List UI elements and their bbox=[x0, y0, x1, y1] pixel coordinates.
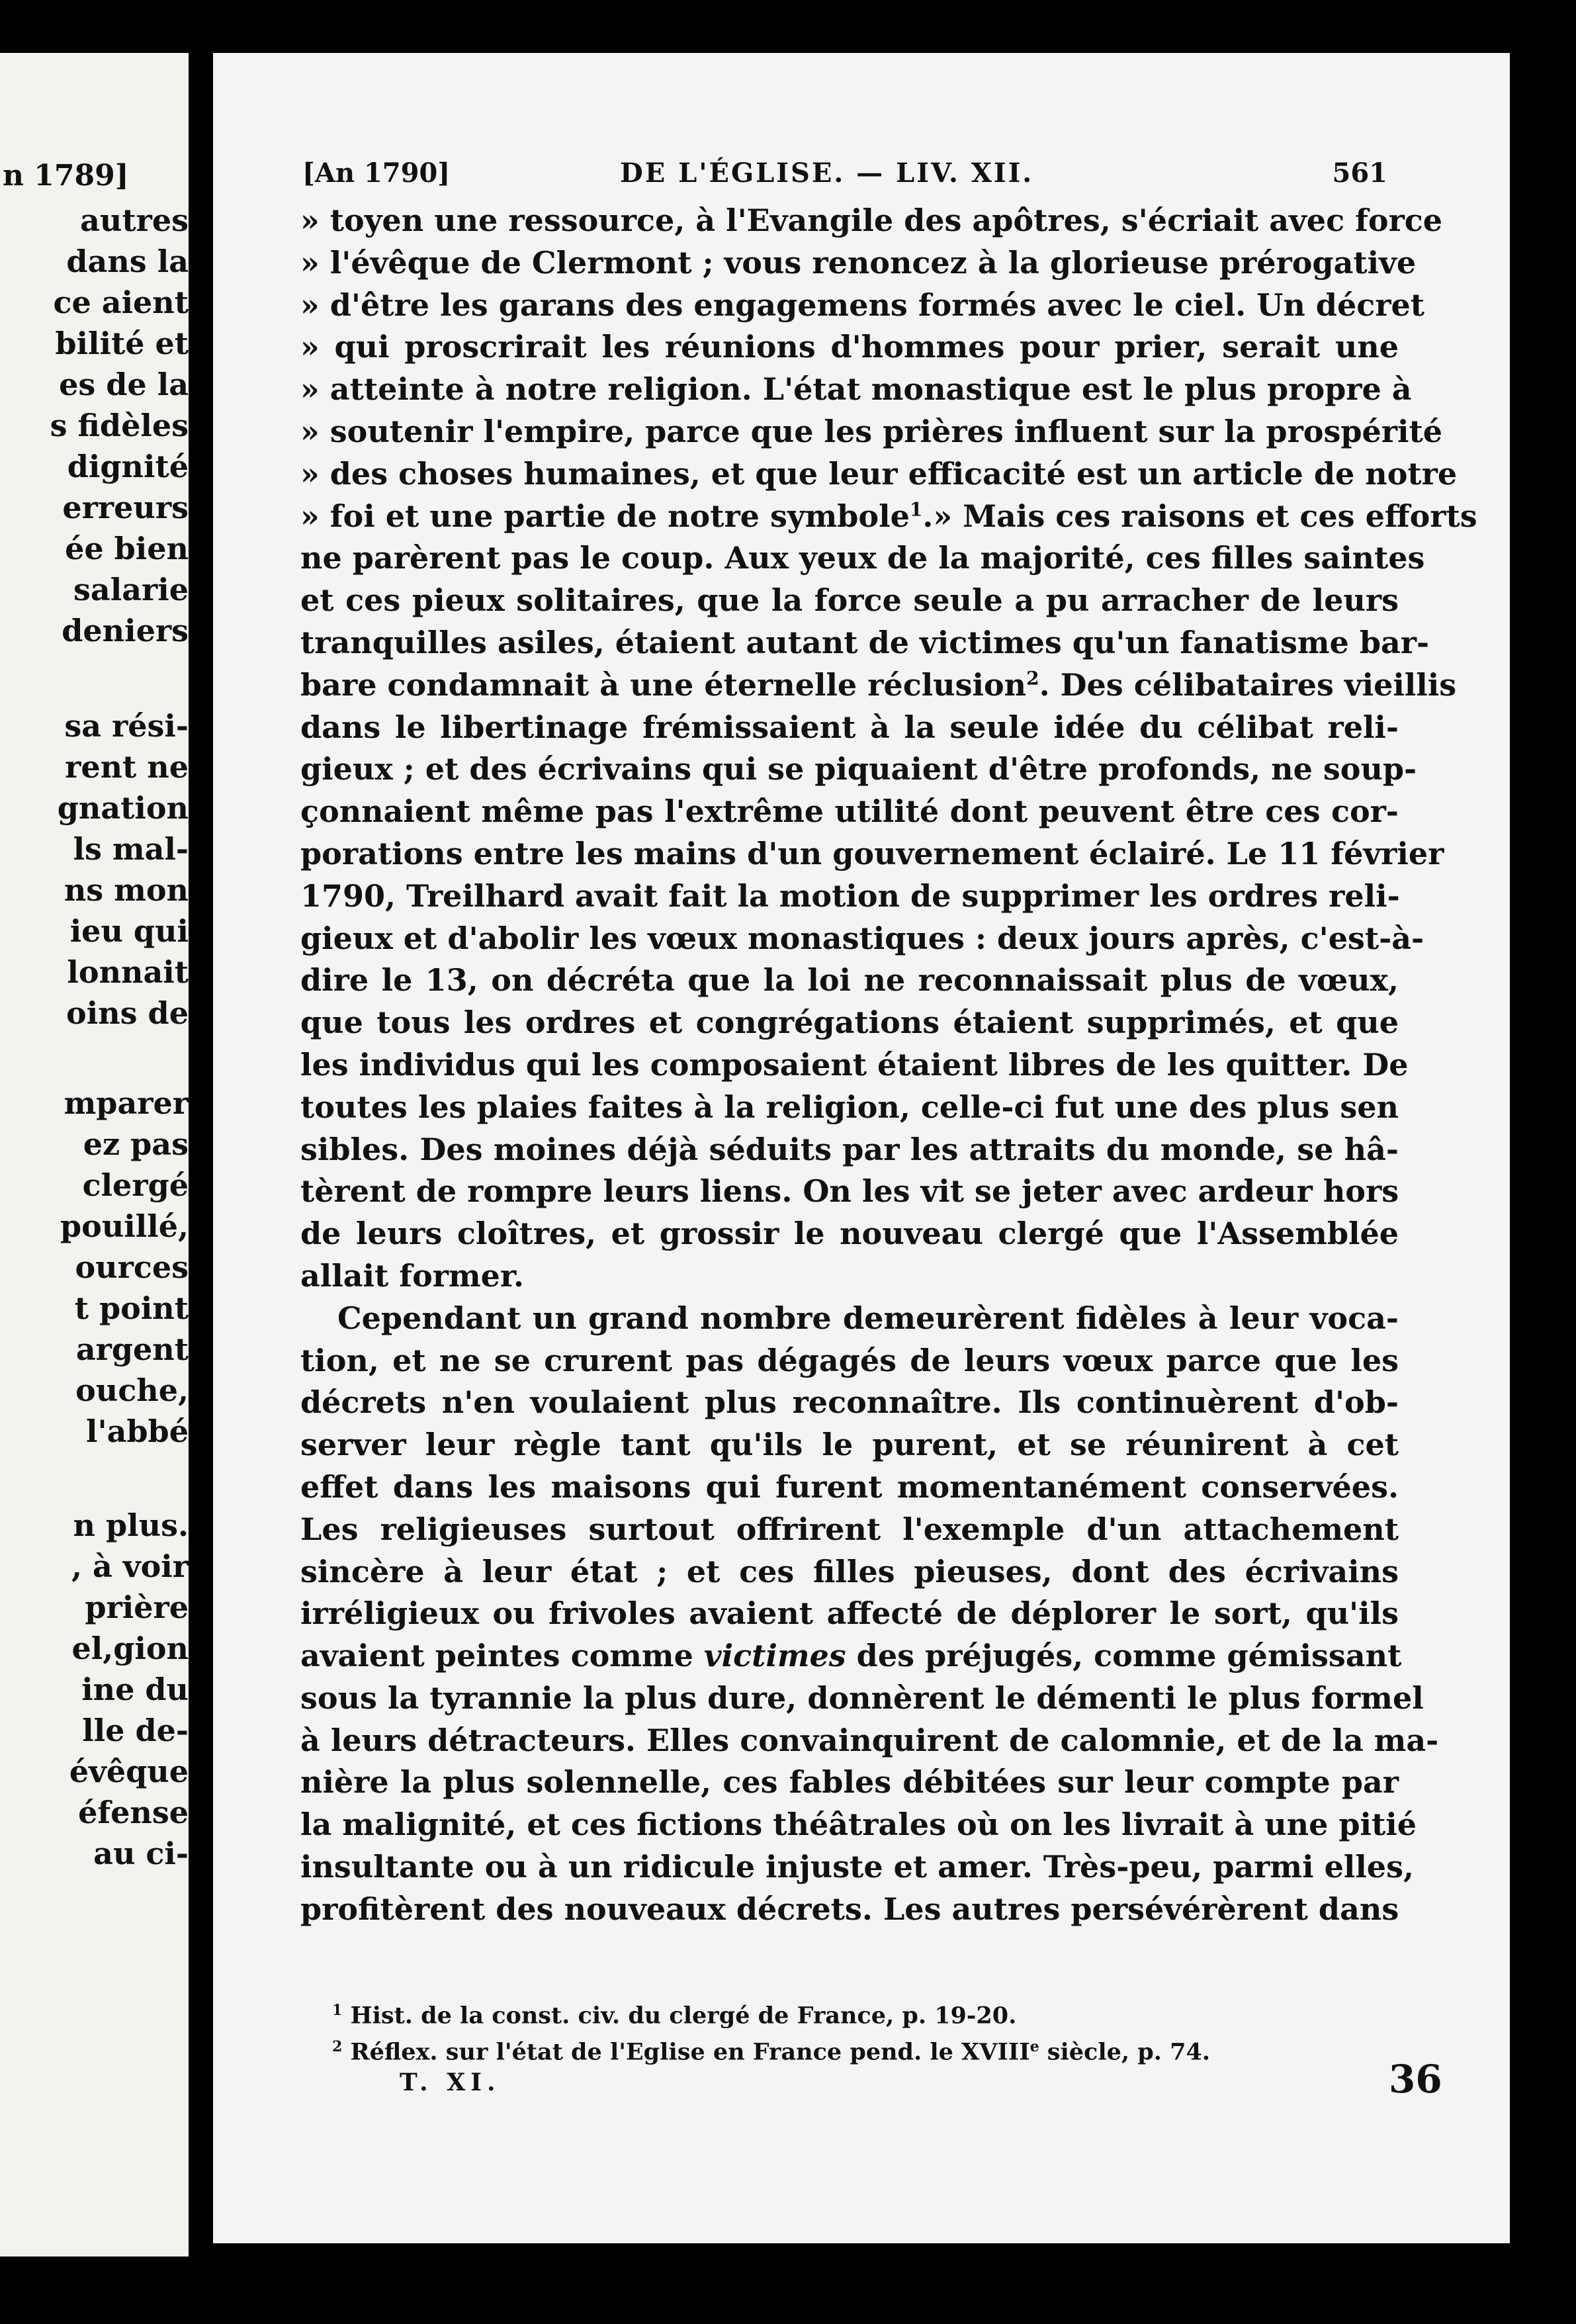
text-line: de leurs cloîtres, et grossir le nouveau clergé que l'Assemblée bbox=[300, 1216, 1399, 1252]
footnote-number: 1 bbox=[332, 2002, 343, 2019]
text-line: Cependant un grand nombre demeurèrent fidèles à leur voca- bbox=[337, 1300, 1399, 1336]
text-line: irréligieux ou frivoles avaient affecté de déplorer le sort, qu'ils bbox=[300, 1595, 1399, 1632]
text-line: gieux ; et des écrivains qui se piquaient d'être profonds, ne soup- bbox=[300, 751, 1417, 787]
left-line: bilité et bbox=[55, 326, 189, 361]
left-line: sa rési- bbox=[64, 708, 189, 744]
body-text bbox=[300, 200, 1477, 1931]
left-line: mparer bbox=[64, 1085, 189, 1121]
text-line: la malignité, et ces fictions théâtrales où on les livrait à une pitié bbox=[300, 1807, 1417, 1843]
left-line: ouche, bbox=[75, 1372, 189, 1408]
left-line: ez pas bbox=[83, 1126, 189, 1162]
footnote-text: Réflex. sur l'état de l'Eglise en France pend. le XVIII bbox=[342, 2038, 1030, 2066]
text-line: » soutenir l'empire, parce que les prières influent sur la prospérité bbox=[300, 413, 1443, 449]
text-line: que tous les ordres et congrégations étaient supprimés, et que bbox=[300, 1005, 1399, 1041]
left-line: dans la bbox=[66, 244, 189, 279]
text-line: 1790, Treilhard avait fait la motion de supprimer les ordres reli- bbox=[300, 877, 1400, 914]
footnote-ref-1: 1 bbox=[909, 498, 923, 521]
left-line: argent bbox=[75, 1331, 189, 1367]
text-line bbox=[300, 496, 1477, 538]
left-line: , à voir bbox=[71, 1548, 189, 1584]
left-line: ce aient bbox=[53, 285, 189, 320]
line-text: des préjugés, comme gémissant bbox=[846, 1638, 1402, 1674]
left-page-header: n 1789] bbox=[3, 159, 129, 193]
left-line: ns mon bbox=[64, 872, 189, 908]
header-year: [An 1790] bbox=[302, 157, 451, 189]
line-text: » foi et une partie de notre symbole bbox=[300, 498, 910, 534]
text-line: décrets n'en voulaient plus reconnaître. Ils continuèrent d'ob- bbox=[300, 1384, 1399, 1421]
left-line: gnation bbox=[57, 790, 189, 826]
left-line: ée bien bbox=[65, 531, 189, 566]
text-line: » toyen une ressource, à l'Evangile des apôtres, s'écriait avec force bbox=[300, 202, 1443, 238]
left-line: es de la bbox=[59, 367, 189, 402]
text-line: sibles. Des moines déjà séduits par les attraits du monde, se hâ- bbox=[300, 1131, 1399, 1167]
footnote-ref-2: 2 bbox=[1026, 667, 1039, 690]
left-line: pouillé, bbox=[60, 1208, 189, 1244]
text-line: » des choses humaines, et que leur efficacité est un article de notre bbox=[300, 455, 1458, 492]
line-text: avaient peintes comme bbox=[300, 1638, 693, 1674]
text-line: tranquilles asiles, étaient autant de victimes qu'un fanatisme bar- bbox=[300, 624, 1430, 660]
left-line: s fidèles bbox=[50, 408, 189, 443]
text-line: tèrent de rompre leurs liens. On les vit se jeter avec ardeur hors bbox=[300, 1173, 1399, 1210]
left-line: deniers bbox=[62, 613, 189, 648]
left-line: au ci- bbox=[93, 1836, 189, 1871]
footnote-number: 2 bbox=[332, 2037, 343, 2055]
text-line: et ces pieux solitaires, que la force seule a pu arracher de leurs bbox=[300, 582, 1399, 619]
text-line: çonnaient même pas l'extrême utilité dont peuvent être ces cor- bbox=[300, 793, 1399, 830]
left-line: n plus. bbox=[73, 1507, 189, 1543]
text-line: tion, et ne se crurent pas dégagés de leurs vœux parce que les bbox=[300, 1342, 1399, 1378]
left-line: clergé bbox=[82, 1167, 189, 1203]
left-line: autres bbox=[80, 202, 189, 238]
left-line: el,gion bbox=[71, 1631, 189, 1666]
left-line: lle de- bbox=[82, 1713, 189, 1748]
footnote-text: Hist. de la const. civ. du clergé de France, p. 19-20. bbox=[342, 2002, 1017, 2030]
footnote-1 bbox=[332, 1995, 1391, 2032]
tome-signature: T. XI. bbox=[400, 2069, 501, 2096]
text-line: effet dans les maisons qui furent momentanément conservées. bbox=[300, 1468, 1399, 1505]
text-line: » d'être les garans des engagemens formés avec le ciel. Un décret bbox=[300, 287, 1424, 323]
line-text: .» Mais ces raisons et ces efforts bbox=[922, 498, 1477, 534]
text-line: nière la plus solennelle, ces fables débitées sur leur compte par bbox=[300, 1764, 1399, 1801]
text-line: à leurs détracteurs. Elles convainquirent de calomnie, et de la ma- bbox=[300, 1722, 1439, 1758]
text-line: gieux et d'abolir les vœux monastiques : deux jours après, c'est-à- bbox=[300, 920, 1424, 956]
text-line: toutes les plaies faites à la religion, celle-ci fut une des plus sen bbox=[300, 1089, 1399, 1125]
left-line: dignité bbox=[67, 449, 189, 484]
text-line: profitèrent des nouveaux décrets. Les autres persévérèrent dans bbox=[300, 1891, 1399, 1927]
left-line: ources bbox=[75, 1249, 189, 1285]
line-text: bare condamnait à une éternelle réclusion bbox=[300, 666, 1027, 703]
text-line: sincère à leur état ; et ces filles pieuses, dont des écrivains bbox=[300, 1553, 1399, 1589]
left-line: oins de bbox=[66, 995, 189, 1031]
footnote-superscript: e bbox=[1029, 2037, 1039, 2055]
left-facing-page bbox=[0, 53, 189, 2257]
text-line: ne parèrent pas le coup. Aux yeux de la majorité, ces filles saintes bbox=[300, 540, 1425, 576]
text-line: sous la tyrannie la plus dure, donnèrent le démenti le plus formel bbox=[300, 1679, 1424, 1716]
text-line: les individus qui les composaient étaient libres de les quitter. De bbox=[300, 1046, 1409, 1083]
left-line: prière bbox=[85, 1589, 189, 1625]
header-page-number: 561 bbox=[1332, 157, 1387, 189]
left-line: t point bbox=[74, 1290, 189, 1326]
text-line: » l'évêque de Clermont ; vous renoncez à la glorieuse prérogative bbox=[300, 244, 1417, 281]
footnotes bbox=[332, 1995, 1391, 2067]
text-line: server leur règle tant qu'ils le purent, et se réunirent à cet bbox=[300, 1427, 1399, 1463]
text-line bbox=[300, 664, 1457, 707]
text-line: dans le libertinage frémissaient à la seule idée du célibat reli- bbox=[300, 709, 1399, 745]
text-line bbox=[300, 1635, 1402, 1677]
left-line: évêque bbox=[69, 1754, 189, 1789]
text-line: allait former. bbox=[300, 1257, 524, 1294]
left-line: ieu qui bbox=[69, 913, 189, 949]
text-line: dire le 13, on décréta que la loi ne reconnaissait plus de vœux, bbox=[300, 962, 1399, 999]
page-footer bbox=[400, 2057, 1442, 2108]
text-line: Les religieuses surtout offrirent l'exemple d'un attachement bbox=[300, 1511, 1399, 1547]
text-line: » qui proscrirait les réunions d'hommes pour prier, serait une bbox=[300, 329, 1399, 365]
left-line: ine du bbox=[81, 1672, 189, 1707]
header-title: DE L'ÉGLISE. — LIV. XII. bbox=[620, 157, 1034, 189]
left-line: salarie bbox=[73, 572, 189, 607]
text-line: insultante ou à un ridicule injuste et amer. Très-peu, parmi elles, bbox=[300, 1849, 1414, 1885]
line-text: . Des célibataires vieillis bbox=[1039, 666, 1457, 703]
running-header bbox=[302, 157, 1387, 197]
left-line: lonnait bbox=[67, 954, 189, 990]
text-line: » atteinte à notre religion. L'état monastique est le plus propre à bbox=[300, 371, 1412, 408]
left-line: erreurs bbox=[62, 490, 189, 525]
main-page bbox=[213, 53, 1510, 2243]
left-line: rent ne bbox=[65, 749, 189, 785]
italic-word: victimes bbox=[703, 1638, 846, 1674]
text-line: porations entre les mains d'un gouvernement éclairé. Le 11 février bbox=[300, 835, 1444, 871]
footnote-text: siècle, p. 74. bbox=[1039, 2038, 1211, 2066]
left-line: éfense bbox=[78, 1795, 189, 1830]
signature-number: 36 bbox=[1389, 2057, 1442, 2102]
left-line: l'abbé bbox=[86, 1413, 189, 1449]
left-line: ls mal- bbox=[73, 831, 189, 867]
